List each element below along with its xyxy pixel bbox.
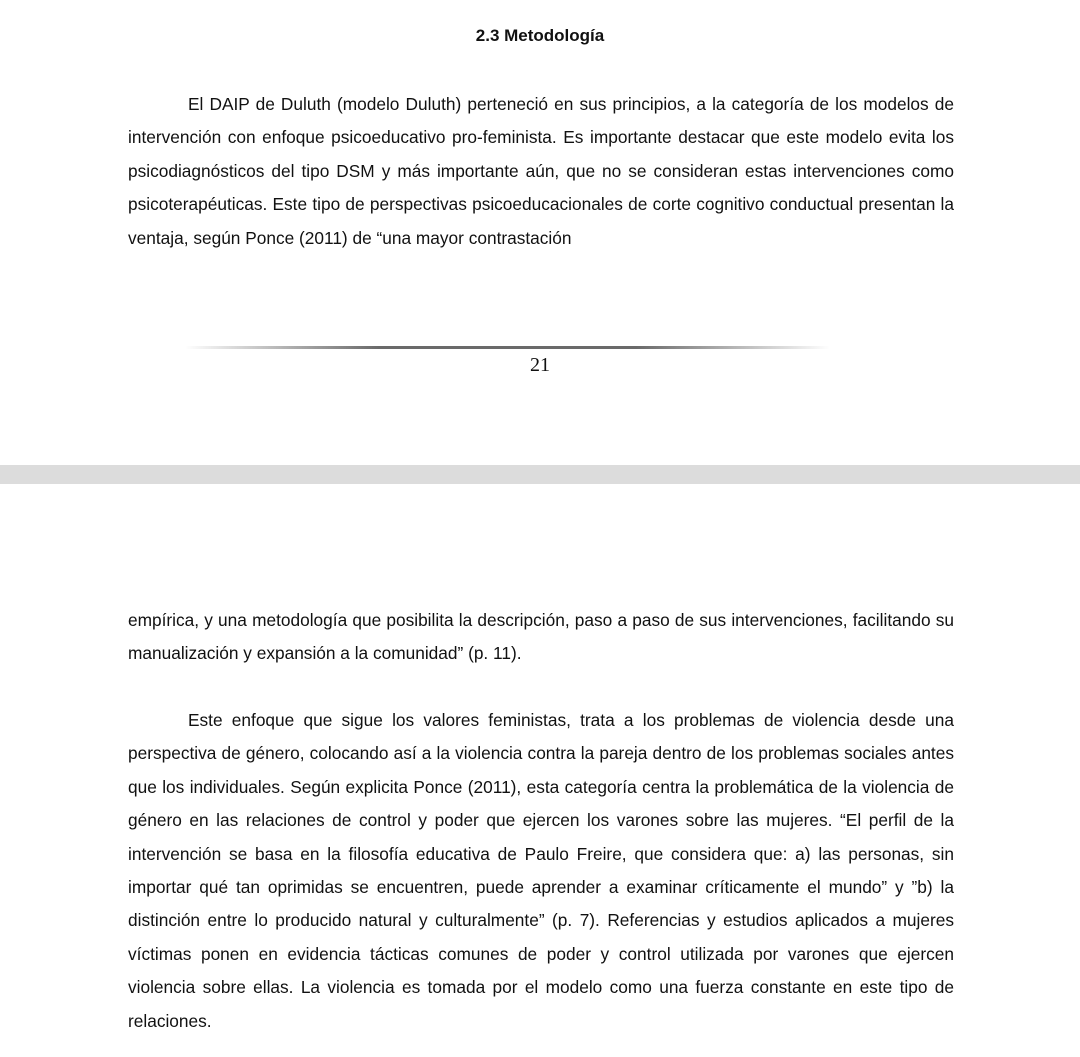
paragraph-feminist-approach: Este enfoque que sigue los valores feministas, trata a los problemas de violencia desde una perspectiva de género, colocando así a la violencia contra la pareja dentro de los problemas sociales antes que los individuales. Según explicita Ponce (2011), esta categoría centra la problemática de la violencia de género en las relaciones de control y poder que ejercen los varones sobre las mujeres. “El perfil de la intervención se basa en la filosofía educativa de Paulo Freire, que considera que: a) las personas, sin importar qué tan oprimidas se encuentren, puede aprender a examinar críticamente el mundo” y ”b) la distinción entre lo producido natural y culturalmente” (p. 7). Referencias y estudios aplicados a mujeres víctimas ponen en evidencia tácticas comunes de poder y control utilizada por varones que ejercen violencia sobre ellas. La violencia es tomada por el modelo como una fuerza constante en este tipo de relaciones. [128,710,954,1031]
page-number: 21 [530,354,550,376]
paragraph-continued: empírica, y una metodología que posibilita la descripción, paso a paso de sus intervenciones, facilitando su manualización y expansión a la comunidad” (p. 11). [128,610,954,664]
document-page-top [0,0,1080,465]
document-page-bottom [0,484,1080,1057]
footer-divider [185,346,830,349]
paragraph-duluth-model: El DAIP de Duluth (modelo Duluth) perteneció en sus principios, a la categoría de los modelos de intervención con enfoque psicoeducativo pro-feminista. Es importante destacar que este modelo evita los psicodiagnósticos del tipo DSM y más importante aún, que no se consideran estas intervenciones como psicoterapéuticas. Este tipo de perspectivas psicoeducacionales de corte cognitivo conductual presentan la ventaja, según Ponce (2011) de “una mayor contrastación [128,94,954,248]
section-heading: 2.3 Metodología [475,26,605,45]
page-separator [0,465,1080,484]
